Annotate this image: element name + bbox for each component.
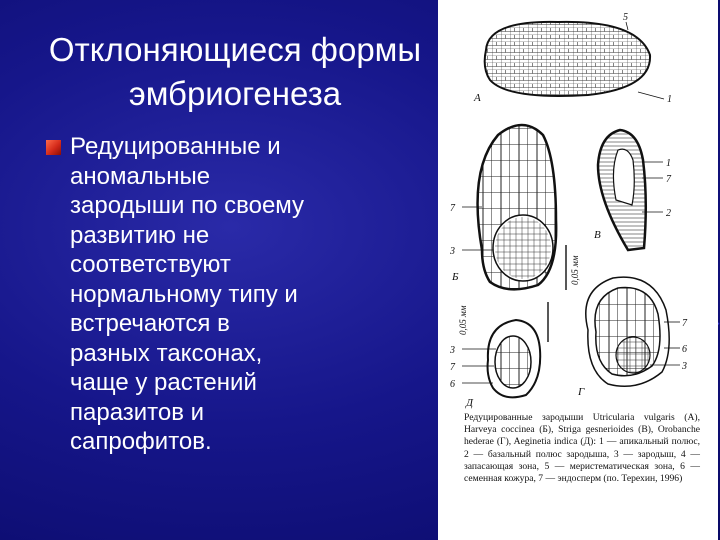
label-d: Д (466, 397, 473, 409)
bullet-square-icon (46, 140, 61, 155)
label-b: Б (452, 271, 459, 283)
slide-title: Отклоняющиеся формы эмбриогенеза (48, 31, 422, 112)
label-1b: 1 (666, 158, 671, 169)
embryo-d (449, 302, 548, 409)
bullet-text: Редуцированные и аномальные зародыши по своему развитию не соответствуют нормальному типу и встречаются в разных таксонах, чаще у растений паразитов и сапрофитов. (70, 133, 305, 455)
label-7: 7 (450, 203, 455, 214)
label-1: 1 (667, 94, 672, 105)
label-7c: 7 (682, 318, 687, 329)
embryo-figure (438, 0, 718, 540)
label-g: Г (578, 386, 585, 398)
label-6b: 6 (450, 379, 455, 390)
label-v: В (594, 229, 601, 241)
embryo-g (577, 277, 688, 398)
embryo-a (473, 12, 672, 105)
embryo-v (594, 130, 672, 250)
label-3c: 3 (450, 345, 455, 356)
label-5: 5 (623, 12, 628, 23)
label-3b: 3 (682, 361, 687, 372)
label-6: 6 (682, 344, 687, 355)
label-2: 2 (666, 208, 671, 219)
scale-label-top: 0,05 мм (570, 255, 580, 285)
label-7b: 7 (666, 174, 671, 185)
embryo-b (449, 125, 580, 290)
label-a: А (474, 92, 481, 104)
label-3: 3 (450, 246, 455, 257)
figure-caption: Редуцированные зародыши Utricularia vulgaris (А), Harveya coccinea (Б), Striga gesnerioides (В), Orobanche hederae (Г), Aeginetia indica (Д): 1 — апикальный полюс, 2 — базальный полюс зародыша, 3 — зародыш, 4 — запасающая зона, 5 — меристематическая зона, 6 — семенная кожура, 7 — эндосперм (по. Терехин, 1996) (464, 412, 700, 485)
label-7d: 7 (450, 362, 455, 373)
scale-label-bottom: 0,05 мм (458, 305, 468, 335)
